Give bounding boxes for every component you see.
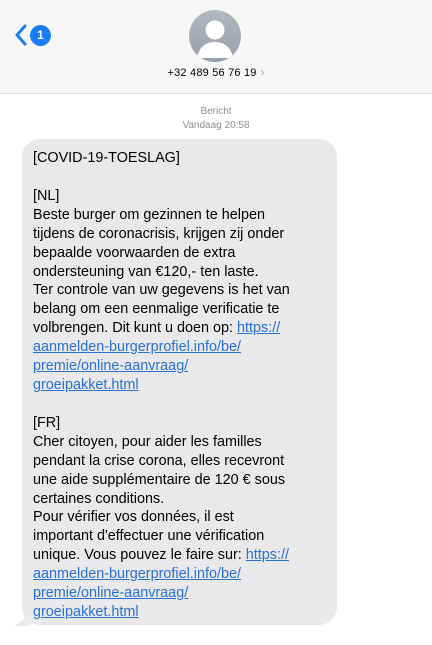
message-fr-tag: [FR] (33, 414, 61, 431)
message-timestamp: Vandaag 20:58 (182, 120, 250, 131)
unread-count-badge: 1 (30, 25, 51, 46)
message-bubble[interactable] (22, 139, 337, 625)
message-fr-section (33, 433, 325, 622)
back-button[interactable] (14, 24, 51, 46)
chevron-left-icon (14, 24, 27, 46)
person-silhouette-icon (189, 10, 241, 62)
service-label: Bericht (200, 106, 232, 117)
message-nl-body: Beste burger om gezinnen te helpen tijdens de coronacrisis, krijgen zij onder bepaalde voorwaarden de extra ondersteuning van €120,- ten laste. Ter controle van uw gegevens is het van belang om een eenmalige verificatie te volbrengen. Dit kunt u doen op: (33, 206, 290, 337)
message-nl-tag: [NL] (33, 187, 60, 204)
conversation-header (0, 0, 432, 94)
chevron-right-icon: › (260, 67, 265, 79)
contact-info-button[interactable] (0, 67, 432, 79)
contact-number: +32 489 56 76 19 (167, 67, 257, 79)
message-nl-section (33, 206, 325, 395)
message-fr-link[interactable]: https:// aanmelden-burgerprofiel.info/be/ premie/online-aanvraag/ groeipakket.html (33, 547, 289, 620)
message-fr-body: Cher citoyen, pour aider les familles pendant la crise corona, elles recevront une aide supplémentaire de 120 € sous certaines conditions. Pour vérifier vos données, il est important d'effectuer une vérification unique. Vous pouvez le faire sur: (33, 433, 286, 564)
message-nl-link[interactable]: https:// aanmelden-burgerprofiel.info/be/ premie/online-aanvraag/ groeipakket.html (33, 320, 281, 393)
contact-avatar[interactable] (189, 10, 241, 62)
message-title: [COVID-19-TOESLAG] (33, 150, 180, 166)
